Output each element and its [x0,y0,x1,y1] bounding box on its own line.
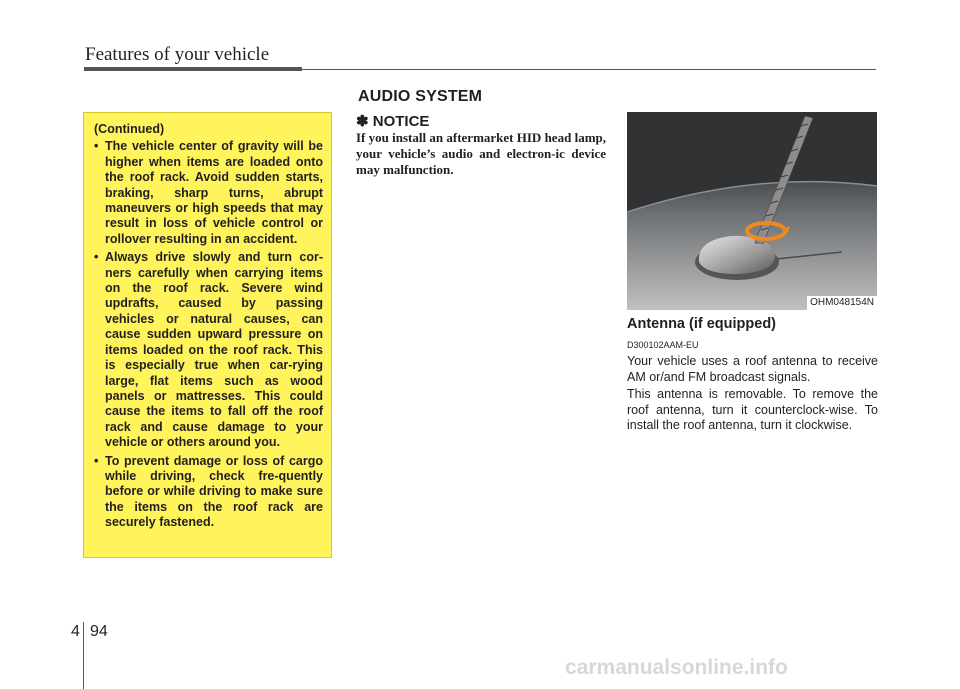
page-header-title: Features of your vehicle [85,44,270,65]
antenna-heading: Antenna (if equipped) [627,316,777,332]
page-divider [83,622,84,689]
warning-bullet: • To prevent damage or loss of cargo while driving, check fre-quently before or while driving to make sure the items on the roof rack are securely fastened. [94,454,323,531]
header-rule-thin [302,69,876,70]
warning-continued-label: (Continued) [94,122,165,136]
photo-caption: OHM048154N [807,296,877,310]
section-title: AUDIO SYSTEM [358,88,483,105]
warning-box [83,112,332,558]
chapter-number: 4 [71,623,80,640]
header-rule-thick [84,67,302,71]
page-number: 94 [90,623,108,640]
warning-bullet: • Always drive slowly and turn cor-ners carefully when carrying items on the roof rack. Severe wind updrafts, caused by passing vehicles or natural causes, can cause sudden upward pressure on items loaded on the roof rack. This is especially true when car-rying large, flat items such as wood panels or mattresses. This could cause the items to fall off the roof rack and cause damage to your vehicle or others around you. [94,250,323,450]
antenna-photo [627,112,877,310]
warning-list [94,139,323,530]
notice-body: If you install an aftermarket HID head lamp, your vehicle’s audio and electron-ic device may malfunction. [356,130,606,177]
antenna-paragraph-2: This antenna is removable. To remove the roof antenna, turn it counterclock-wise. To install the roof antenna, turn it clockwise. [627,387,878,432]
antenna-paragraph-1: Your vehicle uses a roof antenna to receive AM or/and FM broadcast signals. [627,354,878,384]
notice-heading: ✽ NOTICE [356,113,430,130]
doc-code: D300102AAM-EU [627,340,699,350]
warning-bullet: • The vehicle center of gravity will be higher when items are loaded onto the roof rack. Avoid sudden starts, braking, sharp turns, abrupt maneuvers or high speeds that may result in loss of vehicle control or rollover resulting in an accident. [94,139,323,247]
antenna-illustration [627,112,877,310]
footer-watermark: carmanualsonline.info [565,656,788,679]
